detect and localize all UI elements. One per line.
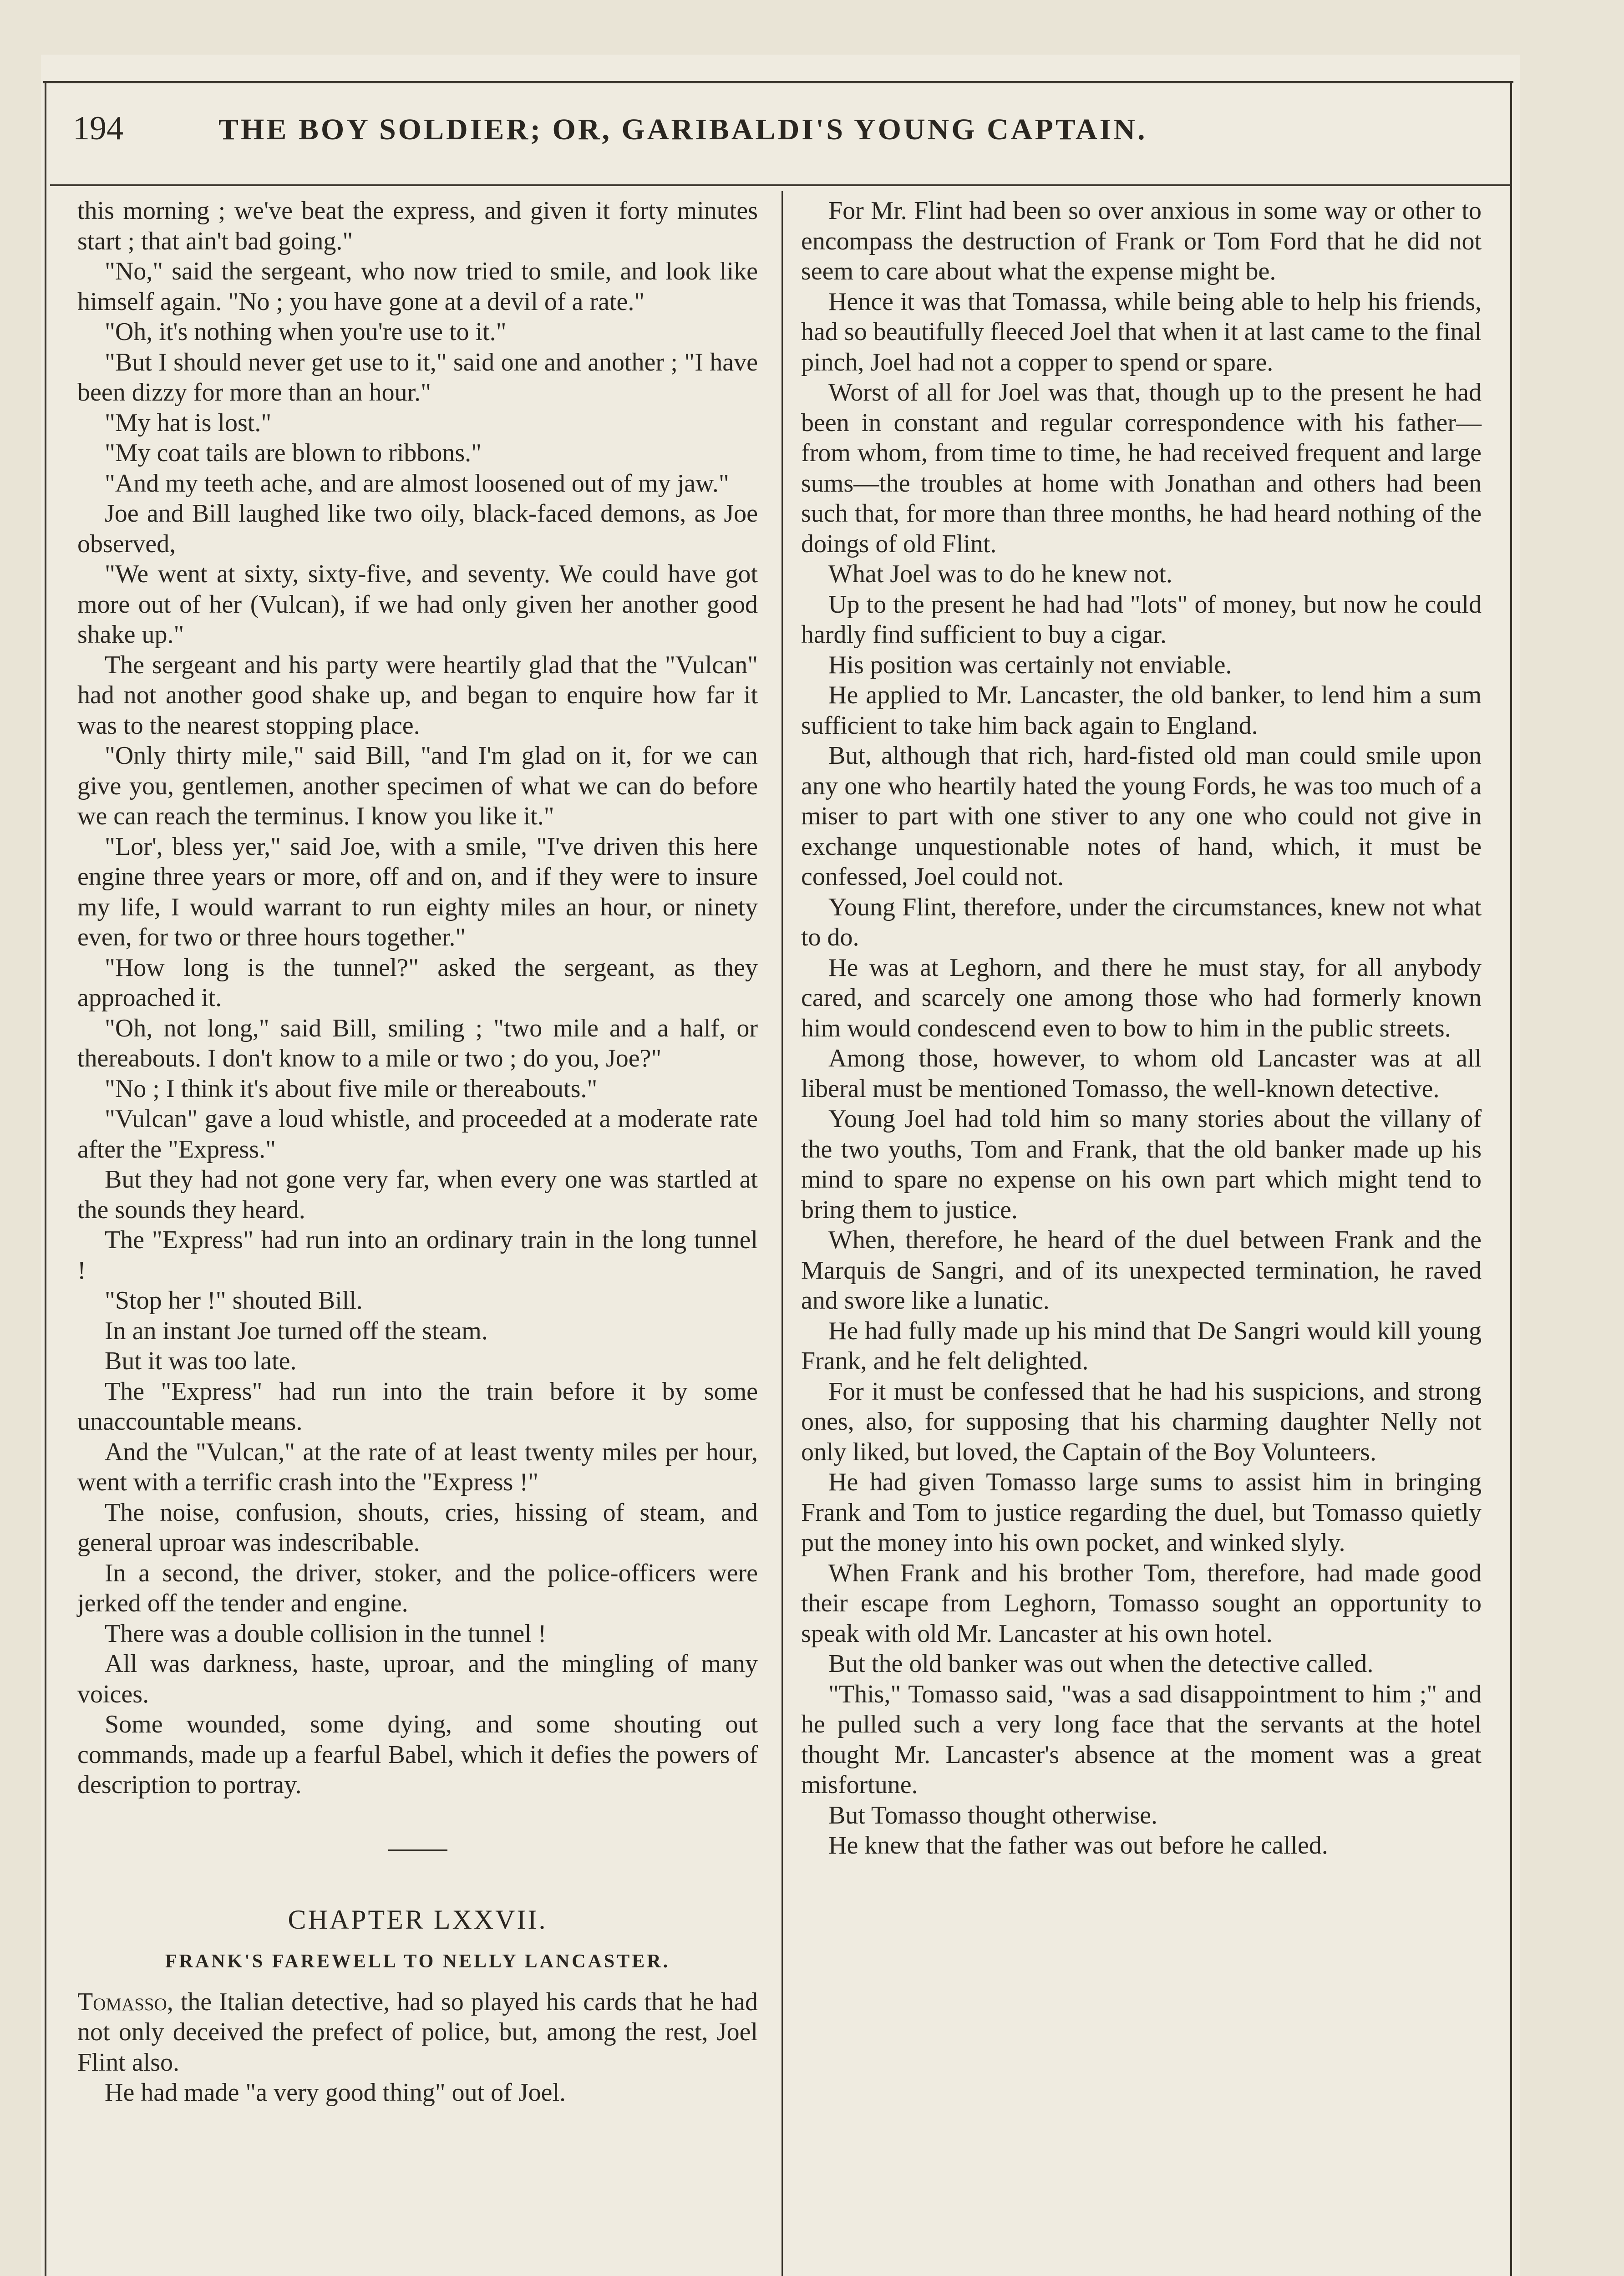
header-rule <box>50 184 1511 186</box>
paragraph: He had made "a very good thing" out of Joel. <box>105 2078 566 2107</box>
chapter-first-paragraph-text: the Italian detective, had so played his cards that he had not only deceived the prefect of police, but, among the rest, Joel Flint also. <box>77 1987 758 2077</box>
chapter-subtitle: FRANK'S FAREWELL TO NELLY LANCASTER. <box>165 1951 670 1972</box>
paragraph: He knew that the father was out before he called. <box>828 1831 1328 1859</box>
paragraph: But they had not gone very far, when every one was startled at the sounds they heard. <box>77 1165 758 1224</box>
paragraph: Worst of all for Joel was that, though up to the present he had been in constant and regular correspondence with his father—from whom, from time to time, he had received frequent and large sums—the troubles at home with Jonathan and others had been such that, for more than three months, he had heard nothing of the doings of old Flint. <box>801 378 1482 558</box>
paragraph: Young Joel had told him so many stories about the villany of the two youths, Tom and Frank, that the old banker made up his mind to spare no expense on his own part which might tend to bring them to justice. <box>801 1105 1482 1224</box>
top-border-rule <box>43 81 1513 83</box>
paragraph: Some wounded, some dying, and some shouting out commands, made up a fearful Babel, which it defies the powers of description to portray. <box>77 1710 758 1799</box>
chapter-first-word: Tomasso, <box>77 1987 173 2016</box>
left-border-rule <box>45 81 46 2276</box>
paragraph: "My hat is lost." <box>105 408 272 437</box>
paragraph: His position was certainly not enviable. <box>828 650 1232 679</box>
paragraph: "No," said the sergeant, who now tried to smile, and look like himself again. "No ; you have gone at a devil of a rate." <box>77 257 758 316</box>
paragraph: Joe and Bill laughed like two oily, black-faced demons, as Joe observed, <box>77 499 758 558</box>
right-border-rule <box>1510 81 1512 2276</box>
left-paragraphs <box>77 196 758 1800</box>
left-column <box>77 196 758 2108</box>
paragraph: When Frank and his brother Tom, therefore, had made good their escape from Leghorn, Tomasso sought an opportunity to speak with old Mr. Lancaster at his own hotel. <box>801 1559 1482 1648</box>
paragraph: There was a double collision in the tunnel ! <box>105 1619 547 1648</box>
paragraph: Among those, however, to whom old Lancaster was at all liberal must be mentioned Tomasso, the well-known detective. <box>801 1044 1482 1103</box>
paragraph: "How long is the tunnel?" asked the sergeant, as they approached it. <box>77 953 758 1012</box>
paragraph: But the old banker was out when the detective called. <box>828 1650 1374 1678</box>
page-header <box>73 109 1279 164</box>
paragraph: The "Express" had run into an ordinary train in the long tunnel ! <box>77 1226 758 1285</box>
paragraph: "This," Tomasso said, "was a sad disappointment to him ;" and he pulled such a very long face that the servants at the hotel thought Mr. Lancaster's absence at the moment was a great misfortune. <box>801 1680 1482 1799</box>
paragraph: "No ; I think it's about five mile or thereabouts." <box>105 1074 598 1103</box>
paragraph: The sergeant and his party were heartily glad that the "Vulcan" had not another good shake up, and began to enquire how far it was to the nearest stopping place. <box>77 650 758 740</box>
paragraph: He had given Tomasso large sums to assist him in bringing Frank and Tom to justice regarding the duel, but Tomasso quietly put the money into his own pocket, and winked slyly. <box>801 1468 1482 1557</box>
paragraph: But it was too late. <box>105 1347 297 1375</box>
paragraph: Hence it was that Tomassa, while being able to help his friends, had so beautifully fleeced Joel that when it at last came to the final pinch, Joel had not a copper to spend or spare. <box>801 287 1482 376</box>
paragraph: "Oh, not long," said Bill, smiling ; "two mile and a half, or thereabouts. I don't know to a mile or two ; do you, Joe?" <box>77 1014 758 1072</box>
page-number: 194 <box>73 110 123 147</box>
paragraph: "But I should never get use to it," said one and another ; "I have been dizzy for more than an hour." <box>77 348 758 406</box>
paragraph: this morning ; we've beat the express, and given it forty minutes start ; that ain't bad going." <box>77 197 758 255</box>
paragraph: In an instant Joe turned off the steam. <box>105 1316 488 1345</box>
paragraph: When, therefore, he heard of the duel between Frank and the Marquis de Sangri, and of its unexpected termination, he raved and swore like a lunatic. <box>801 1226 1482 1315</box>
running-title: THE BOY SOLDIER; OR, GARIBALDI'S YOUNG CAPTAIN. <box>218 113 1147 146</box>
paragraph: He was at Leghorn, and there he must stay, for all anybody cared, and scarcely one among those who had formerly known him would condescend even to bow to him in the public streets. <box>801 953 1482 1042</box>
paragraph: The noise, confusion, shouts, cries, hissing of steam, and general uproar was indescribable. <box>77 1498 758 1557</box>
paragraph: What Joel was to do he knew not. <box>828 560 1172 588</box>
chapter-first-paragraph <box>77 1987 758 2078</box>
paragraph: For Mr. Flint had been so over anxious in some way or other to encompass the destruction of Frank or Tom Ford that he did not seem to care about what the expense might be. <box>801 197 1482 285</box>
paragraph: "And my teeth ache, and are almost loosened out of my jaw." <box>105 469 729 498</box>
paragraph: "Lor', bless yer," said Joe, with a smile, "I've driven this here engine three years or more, off and on, and if they were to insure my life, I would warrant to run eighty miles an hour, or ninety even, for two or three hours together." <box>77 832 758 951</box>
paragraph: "Vulcan" gave a loud whistle, and proceeded at a moderate rate after the "Express." <box>77 1105 758 1163</box>
paragraph: All was darkness, haste, uproar, and the mingling of many voices. <box>77 1650 758 1708</box>
paragraph: But Tomasso thought otherwise. <box>828 1801 1158 1829</box>
paragraph: Young Flint, therefore, under the circumstances, knew not what to do. <box>801 893 1482 951</box>
paragraph: "Stop her !" shouted Bill. <box>105 1286 363 1315</box>
right-column <box>801 196 1482 1861</box>
chapter-title: CHAPTER LXXVII. <box>288 1904 548 1935</box>
paragraph: "Oh, it's nothing when you're use to it." <box>105 318 507 346</box>
column-divider <box>782 191 783 2276</box>
paragraph: Up to the present he had had "lots" of money, but now he could hardly find sufficient to buy a cigar. <box>801 590 1482 649</box>
paragraph: But, although that rich, hard-fisted old man could smile upon any one who heartily hated the young Fords, he was too much of a miser to part with one stiver to any one who could not give in exchange unquestionable notes of hand, which, it must be confessed, Joel could not. <box>801 742 1482 891</box>
paragraph: "We went at sixty, sixty-five, and seventy. We could have got more out of her (Vulcan), if we had only given her another good shake up." <box>77 560 758 649</box>
paragraph: In a second, the driver, stoker, and the police-officers were jerked off the tender and engine. <box>77 1559 758 1617</box>
paragraph: "My coat tails are blown to ribbons." <box>105 439 482 467</box>
paragraph: The "Express" had run into the train before it by some unaccountable means. <box>77 1377 758 1436</box>
paragraph: And the "Vulcan," at the rate of at least twenty miles per hour, went with a terrific crash into the "Express !" <box>77 1438 758 1496</box>
paragraph: "Only thirty mile," said Bill, "and I'm glad on it, for we can give you, gentlemen, another specimen of what we can do before we can reach the terminus. I know you like it." <box>77 742 758 830</box>
paragraph: He applied to Mr. Lancaster, the old banker, to lend him a sum sufficient to take him back again to England. <box>801 681 1482 740</box>
right-paragraphs <box>801 196 1482 1861</box>
paragraph: He had fully made up his mind that De Sangri would kill young Frank, and he felt delighted. <box>801 1316 1482 1375</box>
section-rule <box>388 1849 447 1851</box>
paragraph: For it must be confessed that he had his suspicions, and strong ones, also, for supposing that his charming daughter Nelly not only liked, but loved, the Captain of the Boy Volunteers. <box>801 1377 1482 1466</box>
